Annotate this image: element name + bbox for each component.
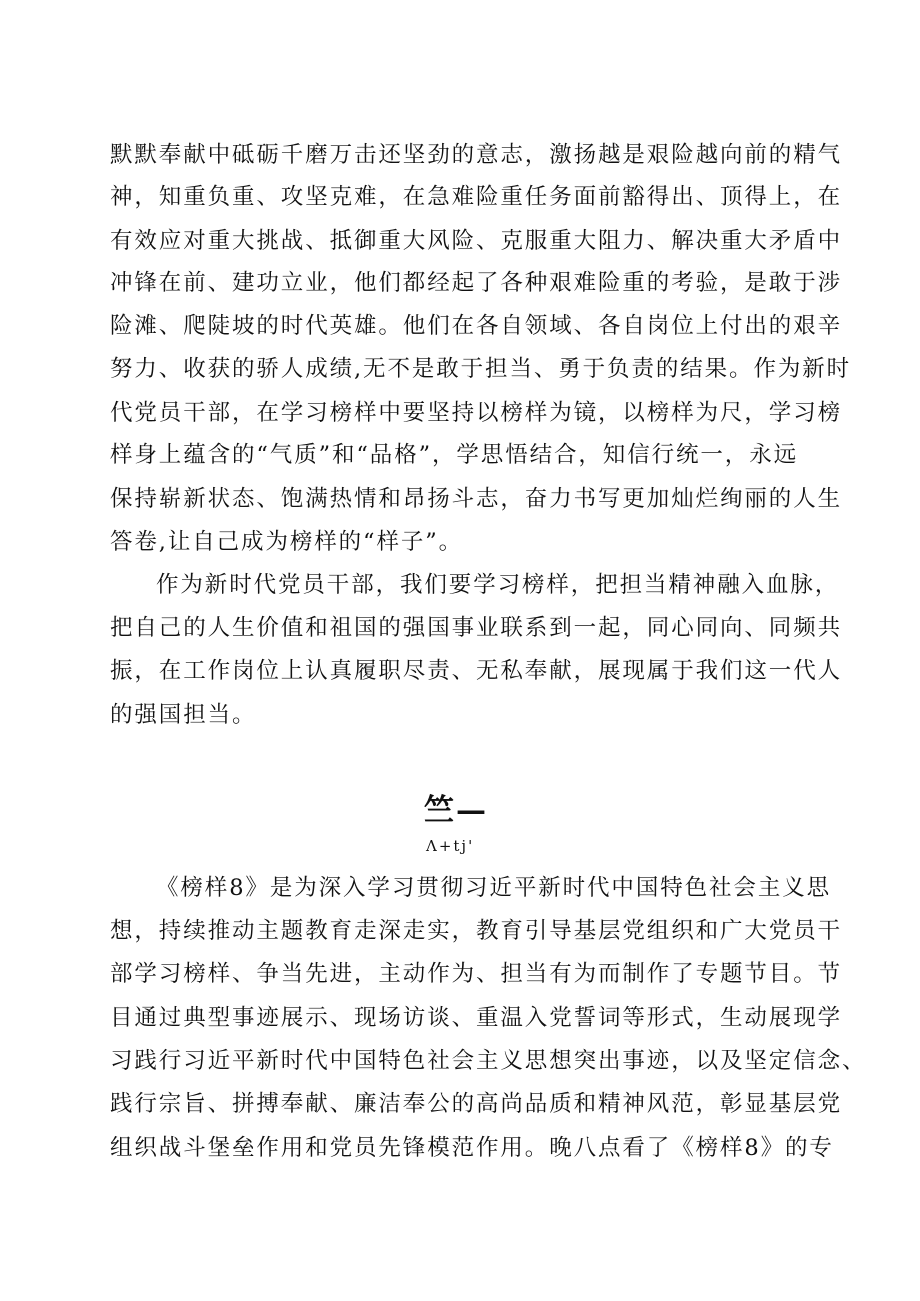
text-line: 践行宗旨、拼搏奉献、廉洁奉公的高尚品质和精神风范，彰显基层党 (110, 1091, 843, 1117)
text-line: 部学习榜样、争当先进，主动作为、担当有为而制作了专题节目。节 (110, 961, 843, 987)
text-line: 默默奉献中砥砺千磨万击还坚劲的意志，激扬越是艰险越向前的精气 (110, 142, 843, 168)
text-line: 的强国担当。 (110, 702, 257, 728)
text-line: 样身上蕴含的“气质”和“品格”，学思悟结合，知信行统一，永远 (110, 442, 799, 468)
text-line: 神，知重负重、攻坚克难，在急难险重任务面前豁得出、顶得上，在 (110, 184, 843, 210)
text-line: 作为新时代党员干部，我们要学习榜样，把担当精神融入血脉， (156, 572, 840, 598)
text-line: 想，持续推动主题教育走深走实，教育引导基层党组织和广大党员干 (110, 918, 843, 944)
text-line: 《榜样8》是为深入学习贯彻习近平新时代中国特色社会主义思 (156, 875, 832, 901)
text-line: 险滩、爬陡坡的时代英雄。他们在各自领域、各自岗位上付出的艰辛 (110, 313, 843, 339)
text-line: 努力、收获的骄人成绩,无不是敢于担当、勇于负责的结果。作为新时 (110, 356, 852, 382)
text-line: 组织战斗堡垒作用和党员先锋模范作用。晚八点看了《榜样8》的专 (110, 1135, 834, 1161)
text-line: 有效应对重大挑战、抵御重大风险、克服重大阻力、解决重大矛盾中 (110, 228, 843, 254)
text-line: 习践行习近平新时代中国特色社会主义思想突出事迹，以及坚定信念、 (110, 1048, 867, 1074)
text-line: 把自己的人生价值和祖国的强国事业联系到一起，同心同向、同频共 (110, 615, 843, 641)
text-line: 振，在工作岗位上认真履职尽责、无私奉献，展现属于我们这一代人 (110, 658, 843, 684)
text-line: 目通过典型事迹展示、现场访谈、重温入党誓词等形式，生动展现学 (110, 1005, 843, 1031)
text-line: 保持崭新状态、饱满热情和昂扬斗志，奋力书写更加灿烂绚丽的人生 (110, 486, 843, 512)
text-line: 代党员干部，在学习榜样中要坚持以榜样为镜，以榜样为尺，学习榜 (110, 400, 843, 426)
section-heading: 竺— (424, 793, 488, 828)
text-line: 冲锋在前、建功立业，他们都经起了各种艰难险重的考验，是敢于涉 (110, 270, 843, 296)
section-subheading: Λ+tj' (426, 837, 475, 855)
text-line: 答卷,让自己成为榜样的“样子”。 (110, 529, 464, 555)
